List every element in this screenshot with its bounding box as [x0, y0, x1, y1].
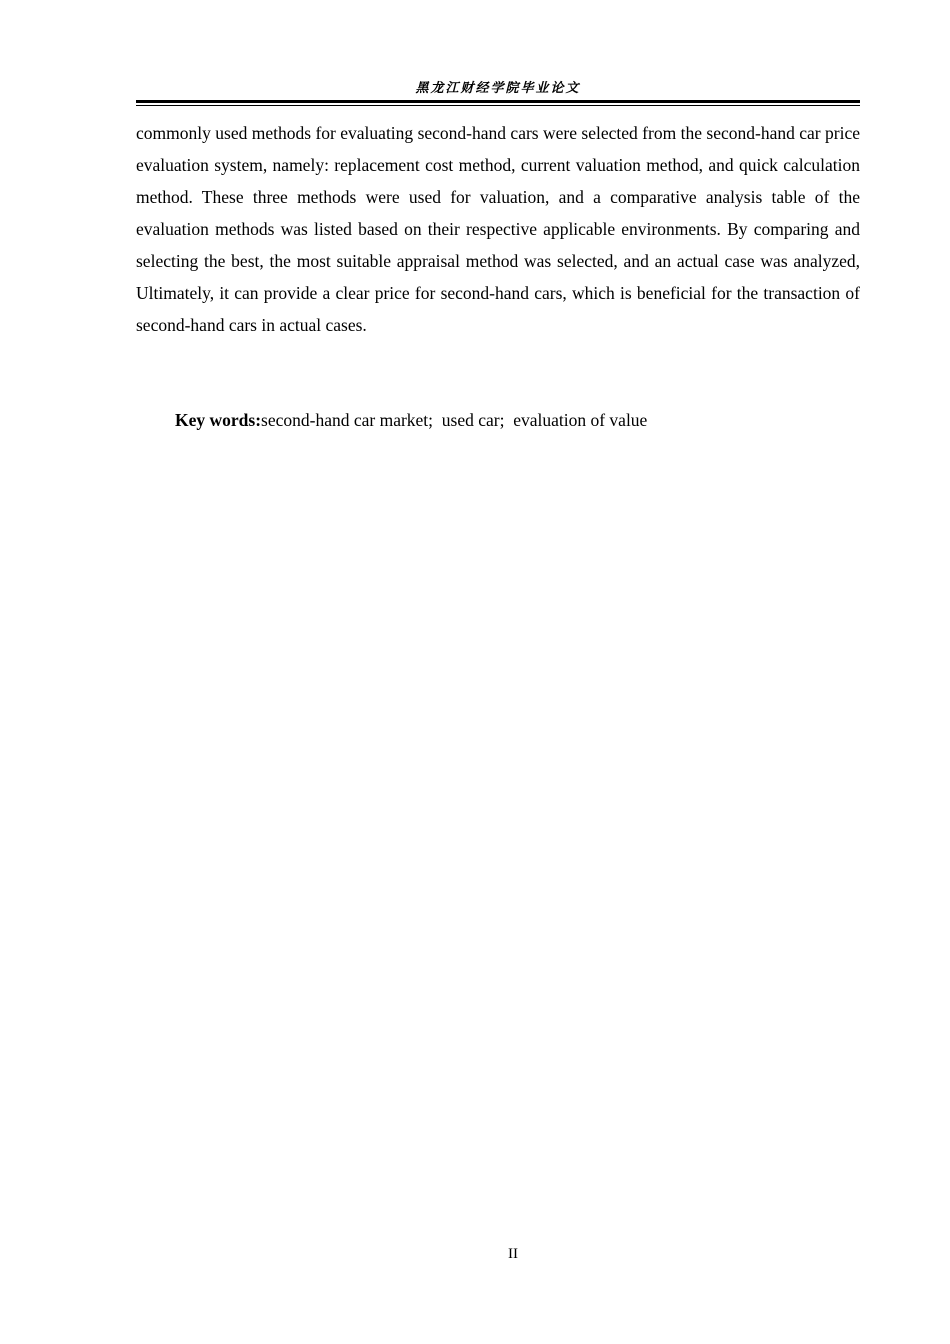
page-number: II — [508, 1246, 518, 1262]
header-title: 黑龙江财经学院毕业论文 — [415, 81, 581, 96]
keywords-value: second-hand car market; used car; evaluation of value — [261, 410, 648, 430]
page-header — [136, 80, 860, 98]
abstract-paragraph: commonly used methods for evaluating second-hand cars were selected from the second-hand car price evaluation system, namely: replacement cost method, current valuation method, and quick calculation method. These three methods were used for valuation, and a comparative analysis table of the evaluation methods was listed based on their respective applicable environments. By comparing and selecting the best, the most suitable appraisal method was selected, and an actual case was analyzed, Ultimately, it can provide a clear price for second-hand cars, which is beneficial for the transaction of second-hand cars in actual cases. — [136, 123, 860, 335]
keywords-label: Key words: — [175, 410, 262, 430]
keywords-line — [175, 404, 860, 436]
header-rule-thick — [136, 100, 860, 103]
header-rule-thin — [136, 105, 860, 106]
